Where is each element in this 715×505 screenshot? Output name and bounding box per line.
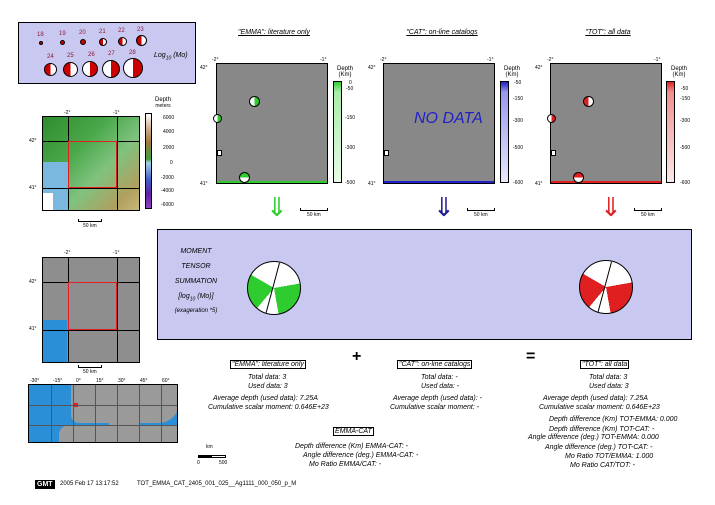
tot-depth-val-2: -150: [680, 96, 691, 102]
emma-stats-used: Used data: 3: [248, 383, 288, 390]
tot-scalebar-line: [634, 208, 662, 211]
tot-lon-tick-1: -2°: [547, 57, 554, 63]
emma-lon-tick-1: -2°: [212, 57, 219, 63]
topo-sea-2: [43, 193, 53, 211]
cat-depth-val-3: -300: [513, 118, 524, 124]
europe-tick-2: -15°: [53, 378, 63, 384]
cat-depth-val-5: -600: [513, 180, 524, 186]
emma-depth-val-0: 0: [349, 80, 352, 86]
cat-stats-used: Used data: -: [421, 383, 460, 390]
cat-stats-total: Total data: -: [421, 374, 458, 381]
emma-scalebar-line: [300, 208, 328, 211]
europe-tick-4: 15°: [96, 378, 104, 384]
europe-grid-h2: [29, 425, 177, 426]
europe-tick-3: 0°: [76, 378, 81, 384]
legend-log-tail: (Mo): [173, 52, 188, 59]
tot-stats-mo-ratio-cat: Mo Ratio CAT/TOT: -: [570, 462, 635, 469]
moment-label-3: SUMMATION: [174, 278, 218, 285]
europe-grid-v5: [139, 385, 140, 442]
topo-scalebar-line: [78, 219, 102, 222]
cat-depth-val-2: -150: [513, 96, 524, 102]
grey-grid-h2: [43, 330, 139, 331]
emma-beachball: [247, 261, 301, 315]
cat-depth-title: Depth (Km): [503, 66, 520, 78]
tot-stats-total: Total data: 3: [589, 374, 628, 381]
cat-depth-colorbar: [500, 81, 509, 183]
europe-tick-6: 45°: [140, 378, 148, 384]
mag-ball-25: [63, 62, 78, 77]
cat-map-bottom-line: [384, 181, 494, 183]
mag-ball-22: [118, 37, 127, 46]
topo-val-1: 4000: [163, 129, 175, 135]
emma-depth-colorbar: [333, 81, 342, 183]
mag-label-27: 27: [108, 51, 115, 57]
topo-grid-h2: [43, 188, 139, 189]
emma-stats-avg-depth: Average depth (used data): 7.25A: [213, 395, 318, 402]
emma-depth-val-1: -50: [346, 86, 354, 92]
emma-scalebar-label: 50 km: [307, 212, 321, 218]
tot-stats-angle-diff-emma: Angle difference (deg.) TOT-EMMA: 0.000: [528, 434, 659, 441]
grey-grid-v2: [117, 258, 118, 362]
europe-grid-v4: [117, 385, 118, 442]
europe-scalebar: [198, 455, 226, 458]
tot-stats-depth-diff-cat: Depth difference (Km) TOT-CAT: -: [549, 426, 655, 433]
mag-label-20: 20: [79, 30, 86, 36]
cat-nodata: NO DATA: [414, 110, 483, 127]
emma-cat-depth-diff: Depth difference (Km) EMMA-CAT: -: [295, 443, 408, 450]
mag-label-28: 28: [129, 50, 136, 56]
mag-ball-28: [123, 58, 143, 78]
tot-depth-val-4: -500: [680, 145, 691, 151]
emma-event-2: [213, 114, 222, 123]
tot-stats-angle-diff-cat: Angle difference (deg.) TOT-CAT: -: [545, 444, 653, 451]
magnitude-legend: [18, 22, 196, 84]
moment-exag-label: (exageration *5): [174, 308, 218, 314]
cat-stats-title: "CAT": on-line catalogs: [399, 361, 471, 368]
tot-down-arrow: ⇓: [600, 192, 622, 222]
mag-ball-26: [82, 61, 98, 77]
mag-label-23: 23: [137, 27, 144, 33]
europe-tick-5: 30°: [118, 378, 126, 384]
tot-beachball: [579, 260, 633, 314]
cat-stats-avg-depth: Average depth (used data): -: [393, 395, 482, 402]
topo-val-2: 2000: [163, 145, 175, 151]
emma-depth-val-4: -500: [345, 180, 356, 186]
tot-stats-depth-diff-emma: Depth difference (Km) TOT-EMMA: 0.000: [549, 416, 678, 423]
mag-ball-20: [80, 39, 86, 45]
equals-operator: =: [526, 348, 536, 365]
topo-lon-tick-1: -2°: [64, 110, 71, 116]
grey-scalebar-label: 50 km: [83, 369, 97, 375]
emma-coast-1: [217, 150, 222, 156]
topo-colorbar-title: [150, 97, 176, 109]
cat-lat-tick-2: 41°: [368, 181, 376, 187]
cat-depth-val-1: -50: [514, 80, 522, 86]
plus-operator: +: [352, 348, 362, 365]
emma-event-3: [239, 172, 250, 183]
tot-lon-tick-2: -1°: [654, 57, 661, 63]
topo-colorbar-unit: meters: [155, 103, 171, 109]
europe-land-3: [109, 415, 139, 429]
grey-lat-tick-2: 41°: [29, 326, 37, 332]
footer-filename: TOT_EMMA_CAT_2405_001_025__Ag1111_000_050_p_M: [137, 481, 297, 487]
europe-map: [28, 384, 178, 443]
emma-cat-angle-diff: Angle difference (deg.) EMMA-CAT: -: [303, 452, 419, 459]
tot-depth-colorbar: [666, 81, 675, 183]
europe-grid-v3: [95, 385, 96, 442]
emma-beachball-nodal: [265, 263, 280, 315]
mag-label-24: 24: [47, 54, 54, 60]
tot-depth-val-5: -600: [680, 180, 691, 186]
tot-beachball-nodal: [597, 262, 612, 314]
emma-depth-val-2: -150: [345, 115, 356, 121]
tot-stats-mo-ratio-emma: Mo Ratio TOT/EMMA: 1.000: [565, 453, 654, 460]
europe-tick-7: 60°: [162, 378, 170, 384]
footer-timestamp: 2005 Feb 17 13:17:52: [60, 481, 119, 487]
cat-depth-val-4: -500: [513, 145, 524, 151]
emma-lat-tick-1: 42°: [200, 65, 208, 71]
legend-log-sub: 10: [165, 55, 172, 62]
tot-map: [550, 63, 662, 184]
emma-stats-total: Total data: 3: [248, 374, 287, 381]
tot-event-3: [573, 172, 584, 183]
grey-lon-tick-1: -2°: [64, 250, 71, 256]
tot-stats-title: "TOT": all data: [582, 361, 628, 368]
emma-lon-tick-2: -1°: [320, 57, 327, 63]
cat-lat-tick-1: 42°: [368, 65, 376, 71]
topo-val-0: 6000: [163, 115, 175, 121]
topo-val-5: -4000: [161, 188, 174, 194]
tot-panel-title: "TOT": all data: [585, 29, 631, 36]
tot-coast-1: [551, 150, 556, 156]
topo-val-4: -2000: [161, 175, 174, 181]
emma-stats-cum-moment: Cumulative scalar moment: 0.646E+23: [208, 404, 329, 411]
moment-mo-text: [log: [178, 293, 190, 300]
mag-ball-24: [44, 63, 57, 76]
mag-label-25: 25: [67, 53, 74, 59]
topo-colorbar: [145, 113, 152, 209]
mag-label-21: 21: [99, 29, 106, 35]
mag-ball-19: [60, 40, 65, 45]
topo-scalebar-label: 50 km: [83, 223, 97, 229]
tot-depth-val-1: -50: [681, 86, 689, 92]
mag-label-19: 19: [59, 31, 66, 37]
topo-colorbar-title-text: Depth: [154, 97, 171, 103]
cat-down-arrow: ⇓: [433, 192, 455, 222]
cat-map: [383, 63, 495, 184]
mag-ball-21: [99, 38, 107, 46]
grey-map: [42, 257, 140, 363]
emma-cat-mo-ratio: Mo Ratio EMMA/CAT: -: [309, 461, 382, 468]
cat-stats-cum-moment: Cumulative scalar moment: -: [390, 404, 480, 411]
europe-grid-h1: [29, 405, 177, 406]
moment-mo-label: [166, 293, 226, 302]
topo-lat-tick-1: 42°: [29, 138, 37, 144]
legend-log-label: [154, 52, 188, 61]
mag-label-18: 18: [37, 32, 44, 38]
cat-scalebar-line: [467, 208, 495, 211]
mag-ball-23: [136, 35, 147, 46]
topo-study-area: [68, 141, 117, 188]
moment-summation-box: [157, 229, 692, 340]
topo-map: [42, 116, 140, 211]
legend-log-text: Log: [154, 52, 166, 59]
tot-stats-avg-depth: Average depth (used data): 7.25A: [543, 395, 648, 402]
mag-label-26: 26: [88, 52, 95, 58]
europe-scale-0: 0: [197, 460, 200, 466]
grey-scalebar-line: [78, 365, 102, 368]
emma-cat-title: EMMA-CAT: [335, 428, 372, 435]
topo-lon-tick-2: -1°: [113, 110, 120, 116]
mag-ball-18: [39, 41, 43, 45]
cat-lon-tick-2: -1°: [487, 57, 494, 63]
emma-map-bottom-line: [217, 181, 327, 183]
moment-label-2: TENSOR: [181, 263, 211, 270]
europe-grid-v1: [51, 385, 52, 442]
emma-panel-title: "EMMA": literature only: [238, 29, 310, 36]
cat-lon-tick-1: -2°: [380, 57, 387, 63]
mag-label-22: 22: [118, 28, 125, 34]
emma-down-arrow: ⇓: [266, 192, 288, 222]
topo-lat-tick-2: 41°: [29, 185, 37, 191]
grey-sea: [43, 320, 67, 363]
europe-tick-1: -30°: [30, 378, 40, 384]
grey-lon-tick-2: -1°: [113, 250, 120, 256]
tot-depth-title: Depth (Km): [670, 66, 687, 78]
cat-scalebar-label: 50 km: [474, 212, 488, 218]
tot-depth-val-3: -300: [680, 118, 691, 124]
tot-lat-tick-1: 42°: [535, 65, 543, 71]
moment-label-1: MOMENT: [180, 248, 212, 255]
emma-map: [216, 63, 328, 184]
tot-scalebar-label: 50 km: [641, 212, 655, 218]
tot-stats-used: Used data: 3: [589, 383, 629, 390]
topo-val-6: -6000: [161, 202, 174, 208]
cat-coast-1: [384, 150, 389, 156]
mag-ball-27: [102, 60, 120, 78]
topo-val-3: 0: [170, 160, 173, 166]
emma-lat-tick-2: 41°: [200, 181, 208, 187]
europe-grid-v2: [73, 385, 74, 442]
emma-event-1: [249, 96, 260, 107]
moment-mo-sub: 10: [189, 296, 196, 303]
grey-study-area: [68, 282, 117, 330]
gmt-logo: GMT: [37, 481, 53, 488]
europe-grid-v6: [161, 385, 162, 442]
emma-depth-title: Depth (Km): [336, 66, 353, 78]
europe-scale-unit: km: [206, 444, 213, 450]
tot-lat-tick-2: 41°: [535, 181, 543, 187]
topo-grid-v2: [117, 117, 118, 210]
emma-depth-val-3: -300: [345, 145, 356, 151]
tot-event-2: [547, 114, 556, 123]
tot-map-bottom-line: [551, 181, 661, 183]
cat-panel-title: "CAT": on-line catalogs: [406, 29, 478, 36]
grey-lat-tick-1: 42°: [29, 279, 37, 285]
europe-scale-500: 500: [219, 460, 228, 466]
emma-stats-title: "EMMA": literature only: [232, 361, 304, 368]
tot-event-1: [583, 96, 594, 107]
moment-mo-tail: (Mo)]: [197, 293, 214, 300]
tot-stats-cum-moment: Cumulative scalar moment: 0.646E+23: [539, 404, 660, 411]
